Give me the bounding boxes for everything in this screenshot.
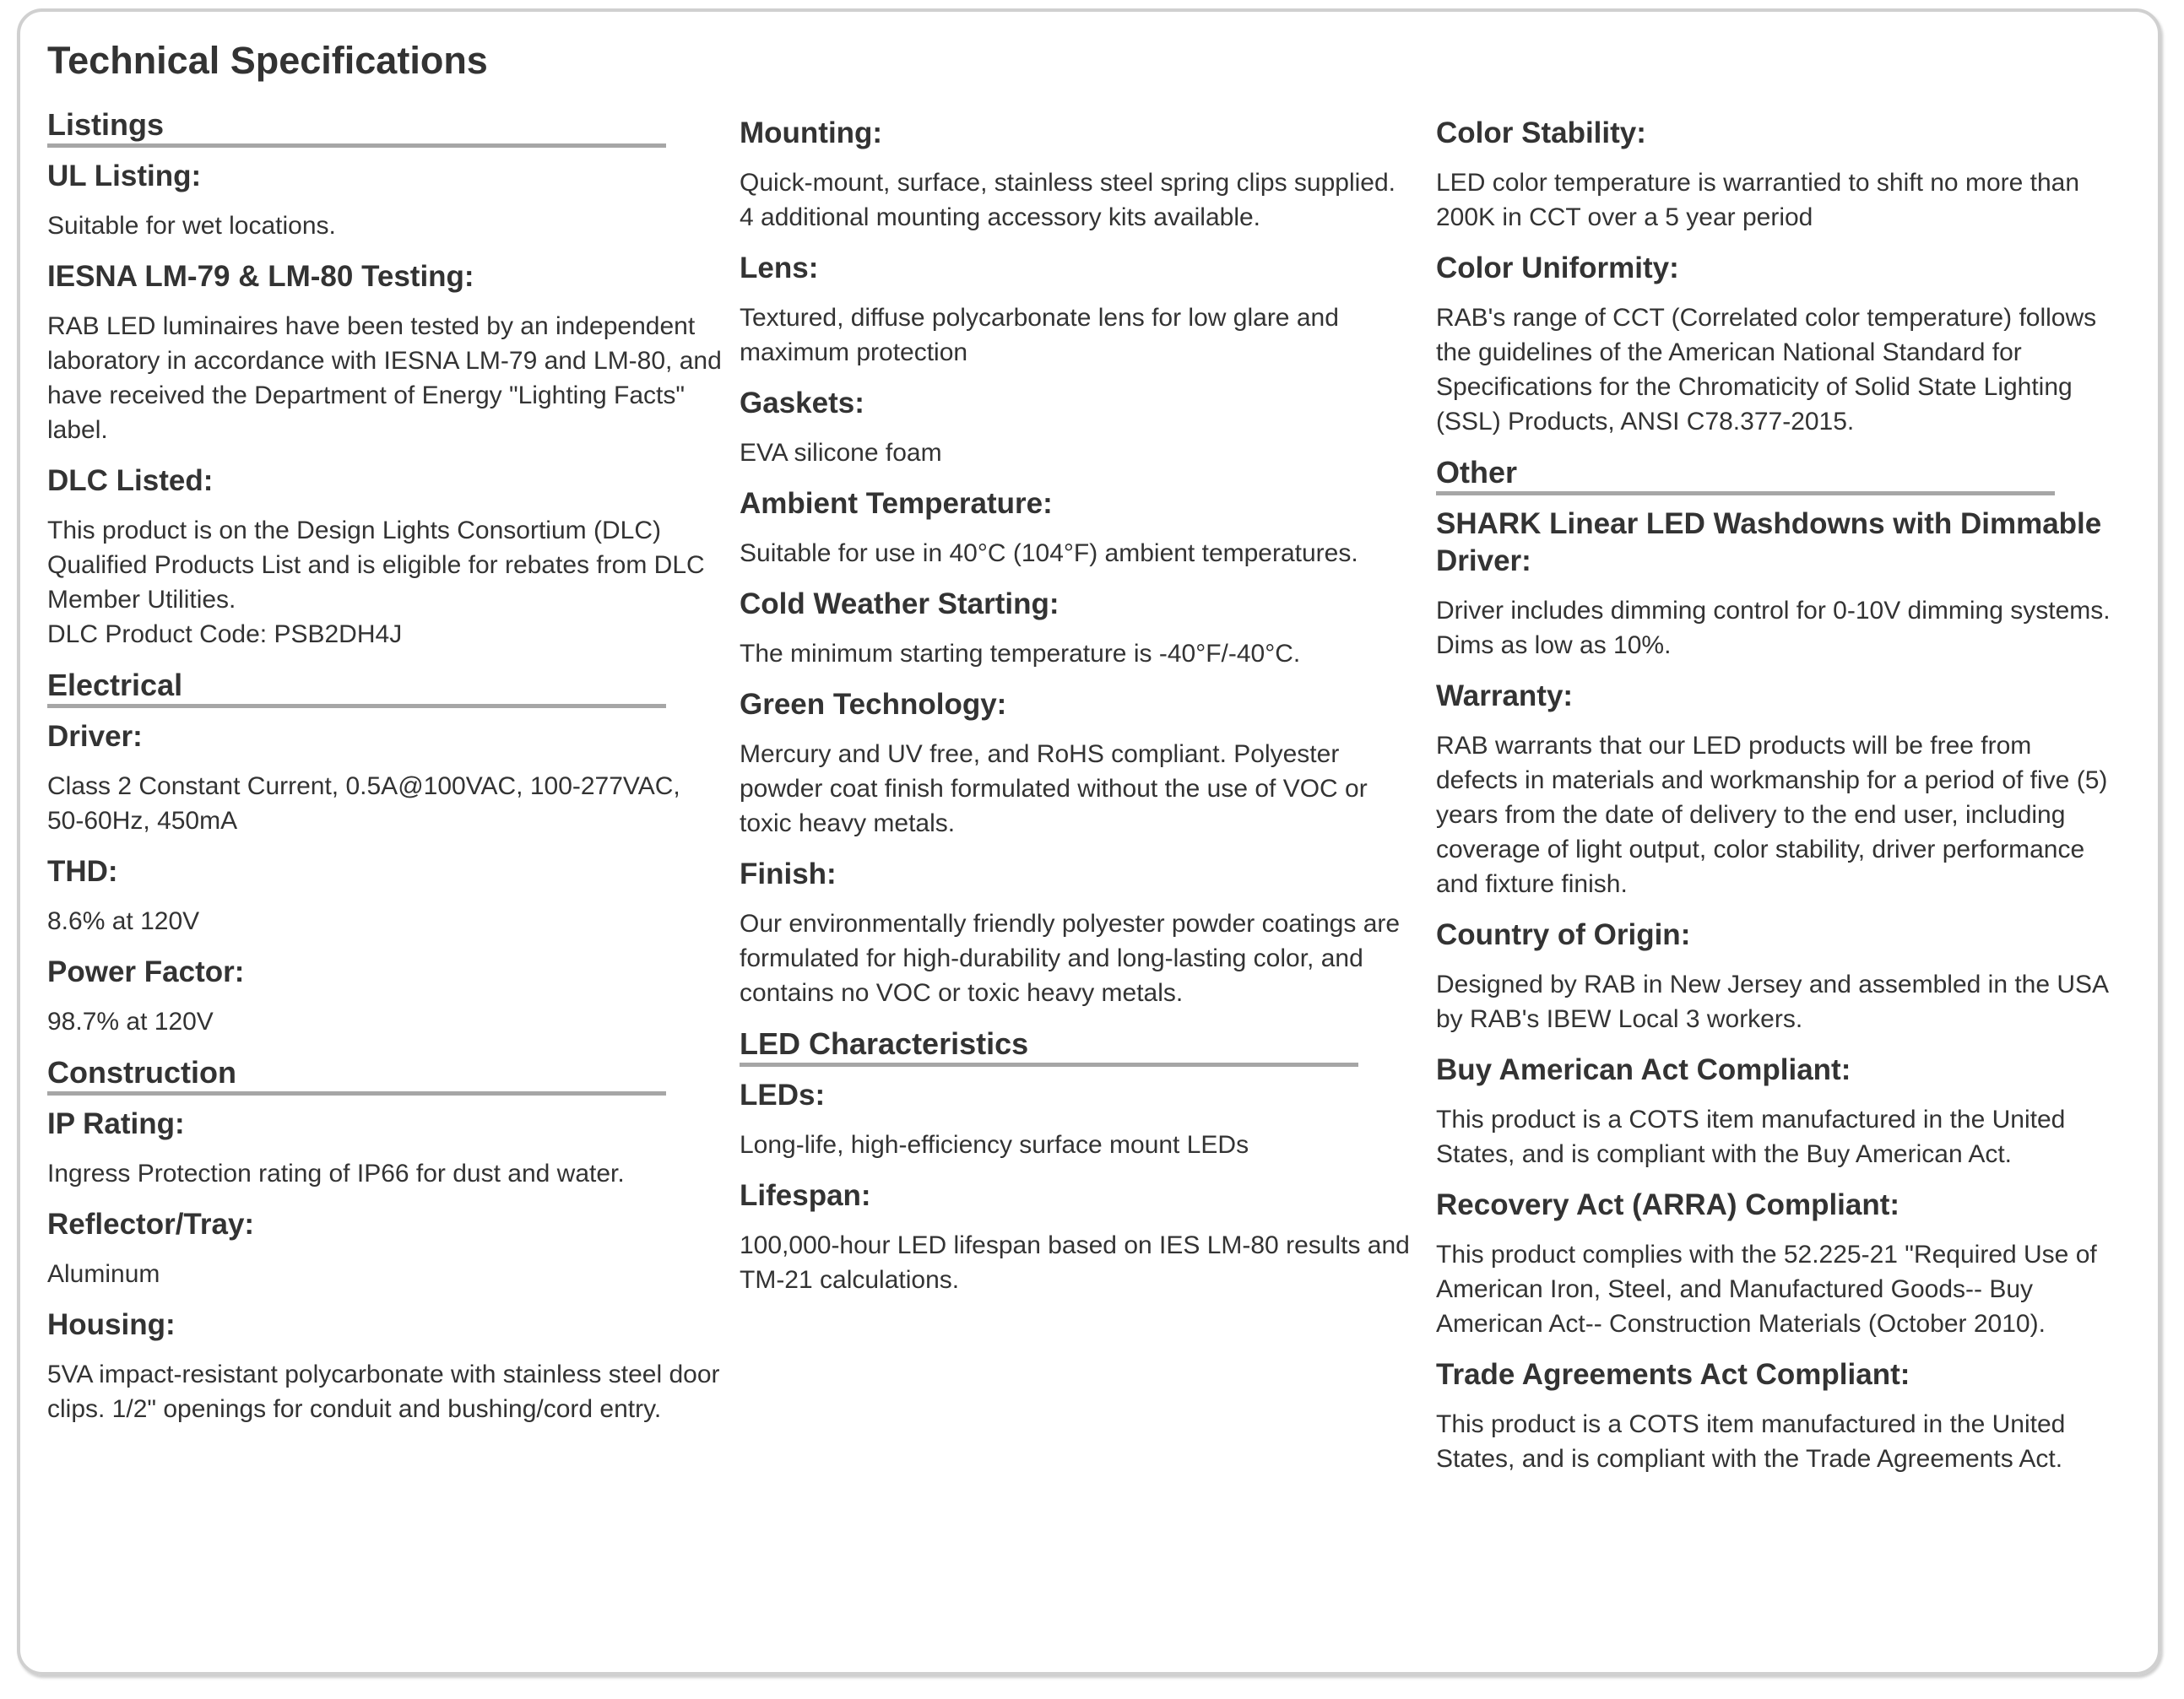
spec-label: Cold Weather Starting: bbox=[740, 587, 1059, 620]
spec-value bbox=[47, 769, 723, 838]
spec-value-line: RAB LED luminaires have been tested by an independent laboratory in accordance with IESNA LM-79 and LM-80, and have received the Department of Energy "Lighting Facts" label. bbox=[47, 312, 722, 444]
spec-label: DLC Listed: bbox=[47, 464, 214, 497]
spec-value bbox=[740, 636, 1415, 671]
column-1 bbox=[47, 103, 723, 1442]
spec-value-line: Aluminum bbox=[47, 1260, 160, 1288]
spec-value-line: 5VA impact-resistant polycarbonate with stainless steel door clips. 1/2" openings for conduit and bushing/cord entry. bbox=[47, 1361, 720, 1423]
spec-value bbox=[740, 1128, 1415, 1162]
spec-value bbox=[47, 1156, 723, 1191]
spec-label: Country of Origin: bbox=[1436, 918, 1691, 951]
spec-value bbox=[740, 165, 1415, 235]
spec-value bbox=[740, 436, 1415, 470]
column-3 bbox=[1436, 115, 2111, 1491]
spec-label: Lifespan: bbox=[740, 1179, 871, 1212]
spec-label: Ambient Temperature: bbox=[740, 487, 1053, 520]
spec-value bbox=[47, 1257, 723, 1291]
spec-value-line: Textured, diffuse polycarbonate lens for low glare and maximum protection bbox=[740, 304, 1339, 366]
spec-label: LEDs: bbox=[740, 1079, 826, 1112]
spec-value-line: 98.7% at 120V bbox=[47, 1008, 214, 1036]
spec-value bbox=[1436, 967, 2111, 1036]
spec-value bbox=[47, 904, 723, 939]
spec-value bbox=[1436, 300, 2111, 439]
spec-value bbox=[740, 536, 1415, 571]
spec-label: Color Stability: bbox=[1436, 116, 1646, 149]
spec-label: Buy American Act Compliant: bbox=[1436, 1053, 1851, 1086]
spec-value bbox=[740, 906, 1415, 1010]
spec-value-line: Quick-mount, surface, stainless steel spring clips supplied. 4 additional mounting accessory kits available. bbox=[740, 169, 1396, 231]
spec-value bbox=[47, 1004, 723, 1039]
section-heading: Other bbox=[1436, 454, 2055, 495]
spec-value bbox=[1436, 593, 2111, 663]
spec-value bbox=[740, 1228, 1415, 1297]
spec-label: Color Uniformity: bbox=[1436, 252, 1679, 284]
spec-label: IESNA LM-79 & LM-80 Testing: bbox=[47, 260, 474, 293]
spec-value-line: Long-life, high-efficiency surface mount LEDs bbox=[740, 1131, 1249, 1159]
spec-label: Gaskets: bbox=[740, 387, 864, 419]
spec-value bbox=[47, 208, 723, 243]
spec-value-line: EVA silicone foam bbox=[740, 439, 942, 467]
spec-label: IP Rating: bbox=[47, 1107, 185, 1140]
spec-value-line: RAB warrants that our LED products will be free from defects in materials and workmanship for a period of five (5) years from the date of delivery to the end user, including coverage of light output, color stability, driver performance and fixture finish. bbox=[1436, 732, 2108, 898]
spec-value-line: Driver includes dimming control for 0-10V dimming systems. Dims as low as 10%. bbox=[1436, 597, 2111, 659]
spec-value-line: The minimum starting temperature is -40°F/-40°C. bbox=[740, 640, 1301, 668]
spec-label: SHARK Linear LED Washdowns with Dimmable Driver: bbox=[1436, 507, 2102, 577]
spec-label: Finish: bbox=[740, 858, 837, 890]
spec-value-line: Ingress Protection rating of IP66 for dust and water. bbox=[47, 1160, 625, 1188]
spec-label: Reflector/Tray: bbox=[47, 1208, 255, 1241]
spec-label: Power Factor: bbox=[47, 955, 245, 988]
spec-value-line: This product is on the Design Lights Consortium (DLC) Qualified Products List and is eligible for rebates from DLC Member Utilities. bbox=[47, 517, 705, 614]
spec-label: THD: bbox=[47, 855, 118, 888]
section-heading: Construction bbox=[47, 1054, 666, 1096]
page-title: Technical Specifications bbox=[47, 39, 488, 82]
spec-label: Trade Agreements Act Compliant: bbox=[1436, 1358, 1910, 1391]
spec-label: Lens: bbox=[740, 252, 819, 284]
spec-value-line: 100,000-hour LED lifespan based on IES LM-80 results and TM-21 calculations. bbox=[740, 1231, 1410, 1294]
section-heading: Listings bbox=[47, 106, 666, 148]
section-heading: LED Characteristics bbox=[740, 1025, 1358, 1067]
spec-value-line: LED color temperature is warrantied to shift no more than 200K in CCT over a 5 year period bbox=[1436, 169, 2080, 231]
spec-label: Driver: bbox=[47, 720, 143, 753]
spec-value bbox=[47, 309, 723, 447]
spec-value-line: This product is a COTS item manufactured in the United States, and is compliant with the Buy American Act. bbox=[1436, 1106, 2066, 1168]
spec-value bbox=[740, 737, 1415, 841]
spec-label: Green Technology: bbox=[740, 688, 1007, 721]
spec-value-line: Mercury and UV free, and RoHS compliant. Polyester powder coat finish formulated without the use of VOC or toxic heavy metals. bbox=[740, 740, 1368, 837]
spec-value bbox=[1436, 728, 2111, 901]
spec-value-line: This product is a COTS item manufactured in the United States, and is compliant with the Trade Agreements Act. bbox=[1436, 1410, 2066, 1473]
section-heading: Electrical bbox=[47, 667, 666, 708]
spec-value bbox=[740, 300, 1415, 370]
spec-label: Mounting: bbox=[740, 116, 883, 149]
spec-value bbox=[47, 1357, 723, 1426]
spec-label: Housing: bbox=[47, 1308, 176, 1341]
spec-value bbox=[47, 513, 723, 652]
spec-value-line: Suitable for use in 40°C (104°F) ambient temperatures. bbox=[740, 539, 1358, 567]
spec-value bbox=[1436, 1407, 2111, 1476]
spec-value-line: Designed by RAB in New Jersey and assembled in the USA by RAB's IBEW Local 3 workers. bbox=[1436, 971, 2108, 1033]
spec-label: Warranty: bbox=[1436, 679, 1574, 712]
spec-value bbox=[1436, 165, 2111, 235]
spec-value-line: Class 2 Constant Current, 0.5A@100VAC, 100-277VAC, 50-60Hz, 450mA bbox=[47, 772, 680, 835]
spec-value-line: Suitable for wet locations. bbox=[47, 212, 336, 240]
spec-value-line: This product complies with the 52.225-21 "Required Use of American Iron, Steel, and Manufactured Goods-- Buy American Act-- Construction Materials (October 2010). bbox=[1436, 1241, 2097, 1338]
spec-value-line: 8.6% at 120V bbox=[47, 907, 200, 935]
spec-value-line: RAB's range of CCT (Correlated color temperature) follows the guidelines of the American National Standard for Specifications for the Chromaticity of Solid State Lighting (SSL) Products, ANSI C78.377-2015. bbox=[1436, 304, 2097, 436]
spec-value bbox=[1436, 1237, 2111, 1341]
spec-label: Recovery Act (ARRA) Compliant: bbox=[1436, 1188, 1900, 1221]
spec-value-line: Our environmentally friendly polyester powder coatings are formulated for high-durability and long-lasting color, and contains no VOC or toxic heavy metals. bbox=[740, 910, 1401, 1007]
spec-value bbox=[1436, 1102, 2111, 1171]
spec-value-line: DLC Product Code: PSB2DH4J bbox=[47, 620, 403, 648]
column-2 bbox=[740, 115, 1415, 1312]
spec-label: UL Listing: bbox=[47, 160, 202, 192]
